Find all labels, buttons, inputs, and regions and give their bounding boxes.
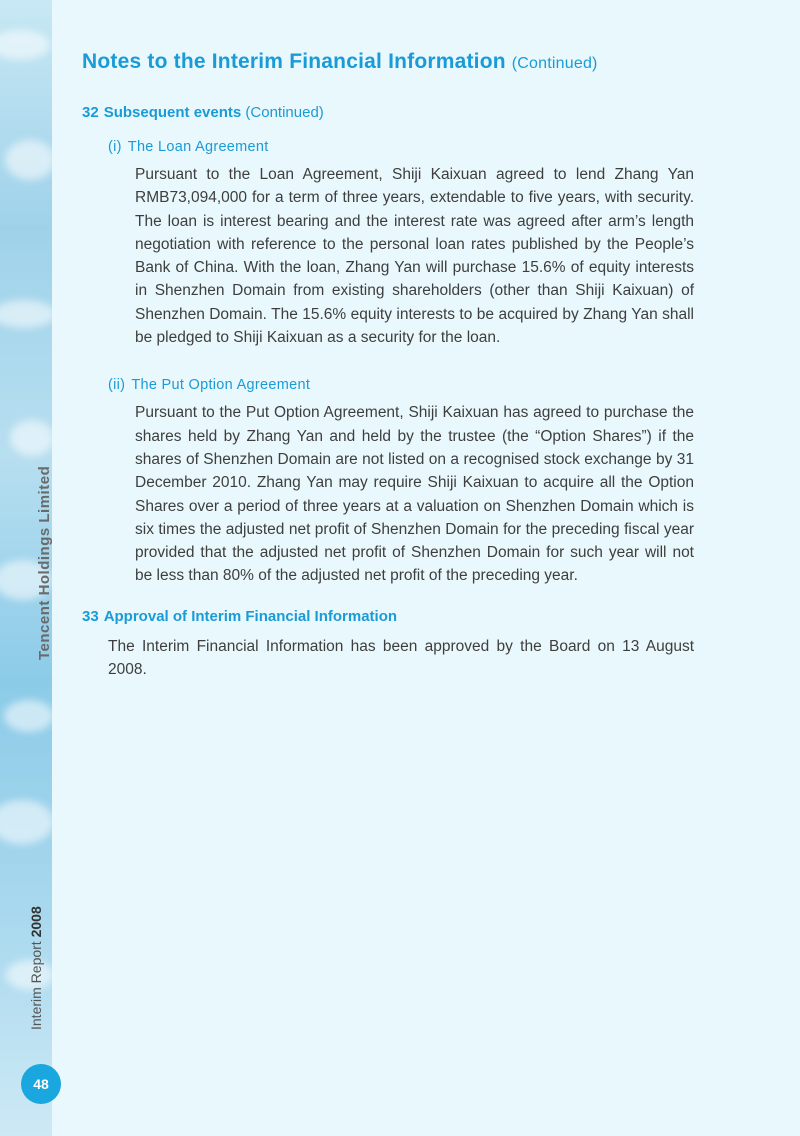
cloud-decoration xyxy=(4,700,52,732)
cloud-decoration xyxy=(5,140,52,180)
put-option-title: The Put Option Agreement xyxy=(131,377,311,394)
cloud-decoration xyxy=(0,300,52,328)
page-number-badge xyxy=(21,1064,61,1104)
loan-agreement-numeral: (i) xyxy=(108,139,122,155)
loan-agreement-paragraph: Pursuant to the Loan Agreement, Shiji Kaixuan agreed to lend Zhang Yan RMB73,094,000 for a term of three years, extendable to five years, with security. The loan is interest bearing and the interest rate was agreed after arm’s length negotiation with reference to the personal loan rates published by the People’s Bank of China. With the loan, Zhang Yan will purchase 15.6% of equity interests in Shenzhen Domain from existing shareholders (other than Shiji Kaixuan) of Shenzhen Domain. The 15.6% equity interests to be acquired by Zhang Yan shall be pledged to Shiji Kaixuan as a security for the loan. xyxy=(135,166,694,347)
cloud-decoration xyxy=(0,30,50,60)
section-32-title: Subsequent events xyxy=(103,104,242,121)
section-33-heading xyxy=(82,608,694,625)
sidebar-company-name: Tencent Holdings Limited xyxy=(36,465,53,660)
sidebar-report-label xyxy=(28,906,44,1030)
main-content xyxy=(82,50,694,681)
loan-agreement-heading xyxy=(108,139,694,155)
report-prefix: Interim Report xyxy=(28,941,44,1030)
report-year: 2008 xyxy=(28,906,44,938)
page-title-continued: (Continued) xyxy=(511,55,598,72)
section-32-heading xyxy=(82,104,694,121)
put-option-paragraph: Pursuant to the Put Option Agreement, Shiji Kaixuan has agreed to purchase the shares held by Zhang Yan and held by the trustee (the “Option Shares”) if the shares of Shenzhen Domain are not listed on a recognised stock exchange by 31 December 2010. Zhang Yan may require Shiji Kaixuan to acquire all the Option Shares over a period of three years at a valuation on Shenzhen Domain which is six times the adjusted net profit of Shenzhen Domain for the preceding fiscal year provided that the adjusted net profit of Shenzhen Domain for such year will not be less than 80% of the adjusted net profit of the preceding year. xyxy=(135,404,694,585)
section-32-continued: (Continued) xyxy=(245,104,324,121)
put-option-heading xyxy=(108,377,694,393)
page-title-main: Notes to the Interim Financial Information xyxy=(82,50,506,73)
put-option-numeral: (ii) xyxy=(108,377,126,394)
approval-paragraph: The Interim Financial Information has been approved by the Board on 13 August 2008. xyxy=(108,637,694,679)
page-number: 48 xyxy=(33,1076,49,1092)
loan-agreement-title: The Loan Agreement xyxy=(127,139,269,155)
cloud-decoration xyxy=(10,420,52,456)
cloud-decoration xyxy=(0,800,52,844)
section-33-number: 33 xyxy=(82,607,99,625)
page-title xyxy=(82,50,694,74)
section-33-title: Approval of Interim Financial Information xyxy=(103,607,398,625)
section-32-number: 32 xyxy=(82,104,99,121)
